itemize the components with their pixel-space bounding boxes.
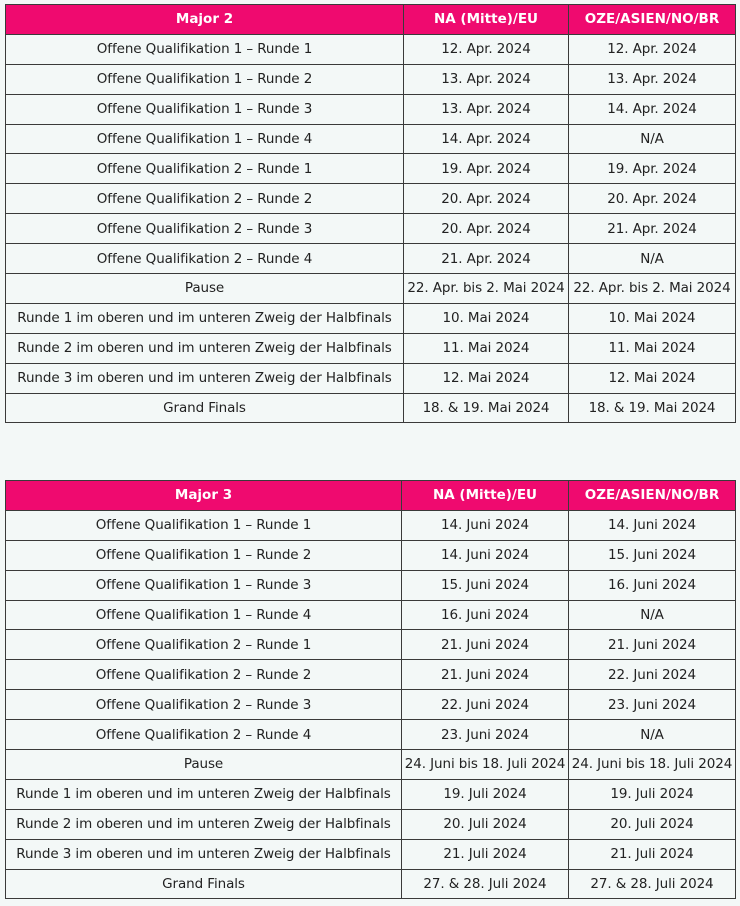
event-cell: Grand Finals — [6, 393, 404, 423]
table-row — [6, 363, 736, 393]
oze-date-cell: 21. Apr. 2024 — [569, 214, 736, 244]
table-row — [6, 393, 736, 423]
event-cell: Offene Qualifikation 2 – Runde 2 — [6, 660, 402, 690]
table-row — [6, 750, 736, 780]
na-eu-date-cell: 20. Apr. 2024 — [404, 214, 569, 244]
oze-date-cell: 11. Mai 2024 — [569, 333, 736, 363]
oze-date-cell: 20. Juli 2024 — [569, 809, 736, 839]
oze-date-cell: N/A — [569, 720, 736, 750]
oze-date-cell: 22. Apr. bis 2. Mai 2024 — [569, 274, 736, 304]
event-cell: Offene Qualifikation 1 – Runde 3 — [6, 94, 404, 124]
header-event: Major 3 — [6, 481, 402, 511]
header-na-eu: NA (Mitte)/EU — [402, 481, 569, 511]
na-eu-date-cell: 18. & 19. Mai 2024 — [404, 393, 569, 423]
na-eu-date-cell: 10. Mai 2024 — [404, 303, 569, 333]
event-cell: Offene Qualifikation 1 – Runde 2 — [6, 64, 404, 94]
table-row — [6, 333, 736, 363]
table-header-row — [6, 5, 736, 35]
event-cell: Offene Qualifikation 1 – Runde 3 — [6, 570, 402, 600]
table-row — [6, 94, 736, 124]
event-cell: Offene Qualifikation 2 – Runde 2 — [6, 184, 404, 214]
na-eu-date-cell: 24. Juni bis 18. Juli 2024 — [402, 750, 569, 780]
oze-date-cell: 22. Juni 2024 — [569, 660, 736, 690]
table-row — [6, 869, 736, 899]
na-eu-date-cell: 20. Apr. 2024 — [404, 184, 569, 214]
table-row — [6, 690, 736, 720]
header-oze-asien: OZE/ASIEN/NO/BR — [569, 481, 736, 511]
na-eu-date-cell: 21. Juli 2024 — [402, 839, 569, 869]
na-eu-date-cell: 20. Juli 2024 — [402, 809, 569, 839]
table-row — [6, 809, 736, 839]
oze-date-cell: 21. Juli 2024 — [569, 839, 736, 869]
na-eu-date-cell: 13. Apr. 2024 — [404, 64, 569, 94]
na-eu-date-cell: 22. Juni 2024 — [402, 690, 569, 720]
oze-date-cell: 14. Juni 2024 — [569, 510, 736, 540]
na-eu-date-cell: 16. Juni 2024 — [402, 600, 569, 630]
event-cell: Offene Qualifikation 1 – Runde 2 — [6, 540, 402, 570]
event-cell: Offene Qualifikation 2 – Runde 1 — [6, 154, 404, 184]
table-row — [6, 34, 736, 64]
na-eu-date-cell: 27. & 28. Juli 2024 — [402, 869, 569, 899]
na-eu-date-cell: 21. Juni 2024 — [402, 660, 569, 690]
oze-date-cell: 12. Mai 2024 — [569, 363, 736, 393]
event-cell: Offene Qualifikation 1 – Runde 4 — [6, 600, 402, 630]
oze-date-cell: N/A — [569, 600, 736, 630]
na-eu-date-cell: 21. Apr. 2024 — [404, 244, 569, 274]
table-row — [6, 124, 736, 154]
table-row — [6, 510, 736, 540]
table-row — [6, 64, 736, 94]
event-cell: Runde 1 im oberen und im unteren Zweig der Halbfinals — [6, 779, 402, 809]
table-row — [6, 154, 736, 184]
event-cell: Runde 1 im oberen und im unteren Zweig der Halbfinals — [6, 303, 404, 333]
na-eu-date-cell: 12. Mai 2024 — [404, 363, 569, 393]
event-cell: Offene Qualifikation 1 – Runde 1 — [6, 510, 402, 540]
header-na-eu: NA (Mitte)/EU — [404, 5, 569, 35]
table-row — [6, 274, 736, 304]
na-eu-date-cell: 19. Juli 2024 — [402, 779, 569, 809]
na-eu-date-cell: 22. Apr. bis 2. Mai 2024 — [404, 274, 569, 304]
oze-date-cell: 18. & 19. Mai 2024 — [569, 393, 736, 423]
oze-date-cell: N/A — [569, 124, 736, 154]
oze-date-cell: N/A — [569, 244, 736, 274]
oze-date-cell: 13. Apr. 2024 — [569, 64, 736, 94]
table-row — [6, 660, 736, 690]
oze-date-cell: 10. Mai 2024 — [569, 303, 736, 333]
event-cell: Runde 3 im oberen und im unteren Zweig der Halbfinals — [6, 839, 402, 869]
na-eu-date-cell: 19. Apr. 2024 — [404, 154, 569, 184]
table-row — [6, 779, 736, 809]
event-cell: Offene Qualifikation 1 – Runde 1 — [6, 34, 404, 64]
event-cell: Offene Qualifikation 1 – Runde 4 — [6, 124, 404, 154]
header-event: Major 2 — [6, 5, 404, 35]
table-row — [6, 214, 736, 244]
table-row — [6, 600, 736, 630]
event-cell: Runde 2 im oberen und im unteren Zweig der Halbfinals — [6, 809, 402, 839]
event-cell: Offene Qualifikation 2 – Runde 4 — [6, 720, 402, 750]
na-eu-date-cell: 13. Apr. 2024 — [404, 94, 569, 124]
na-eu-date-cell: 23. Juni 2024 — [402, 720, 569, 750]
oze-date-cell: 15. Juni 2024 — [569, 540, 736, 570]
na-eu-date-cell: 14. Juni 2024 — [402, 510, 569, 540]
oze-date-cell: 20. Apr. 2024 — [569, 184, 736, 214]
event-cell: Offene Qualifikation 2 – Runde 1 — [6, 630, 402, 660]
table-row — [6, 184, 736, 214]
event-cell: Grand Finals — [6, 869, 402, 899]
table-row — [6, 839, 736, 869]
oze-date-cell: 19. Apr. 2024 — [569, 154, 736, 184]
table-row — [6, 303, 736, 333]
major-3-schedule-table — [5, 480, 736, 899]
table-row — [6, 720, 736, 750]
oze-date-cell: 24. Juni bis 18. Juli 2024 — [569, 750, 736, 780]
table-header-row — [6, 481, 736, 511]
na-eu-date-cell: 14. Juni 2024 — [402, 540, 569, 570]
na-eu-date-cell: 21. Juni 2024 — [402, 630, 569, 660]
event-cell: Pause — [6, 750, 402, 780]
table-row — [6, 630, 736, 660]
oze-date-cell: 14. Apr. 2024 — [569, 94, 736, 124]
oze-date-cell: 19. Juli 2024 — [569, 779, 736, 809]
oze-date-cell: 23. Juni 2024 — [569, 690, 736, 720]
table-row — [6, 540, 736, 570]
na-eu-date-cell: 12. Apr. 2024 — [404, 34, 569, 64]
na-eu-date-cell: 15. Juni 2024 — [402, 570, 569, 600]
oze-date-cell: 12. Apr. 2024 — [569, 34, 736, 64]
oze-date-cell: 21. Juni 2024 — [569, 630, 736, 660]
oze-date-cell: 27. & 28. Juli 2024 — [569, 869, 736, 899]
header-oze-asien: OZE/ASIEN/NO/BR — [569, 5, 736, 35]
event-cell: Offene Qualifikation 2 – Runde 3 — [6, 690, 402, 720]
oze-date-cell: 16. Juni 2024 — [569, 570, 736, 600]
na-eu-date-cell: 11. Mai 2024 — [404, 333, 569, 363]
event-cell: Offene Qualifikation 2 – Runde 4 — [6, 244, 404, 274]
table-row — [6, 570, 736, 600]
event-cell: Runde 3 im oberen und im unteren Zweig der Halbfinals — [6, 363, 404, 393]
table-row — [6, 244, 736, 274]
event-cell: Runde 2 im oberen und im unteren Zweig der Halbfinals — [6, 333, 404, 363]
major-2-schedule-table — [5, 4, 736, 423]
event-cell: Offene Qualifikation 2 – Runde 3 — [6, 214, 404, 244]
na-eu-date-cell: 14. Apr. 2024 — [404, 124, 569, 154]
event-cell: Pause — [6, 274, 404, 304]
